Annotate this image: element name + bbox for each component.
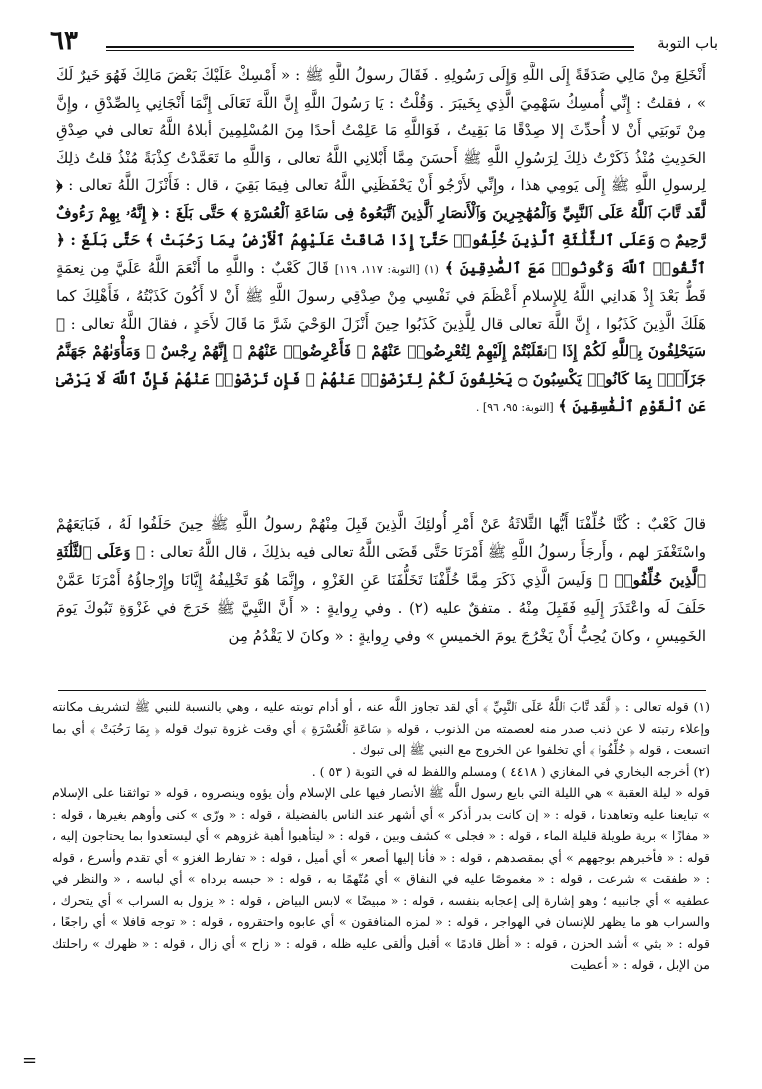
quran-quote-1: ﴿ لَّقَد تَّابَ ٱللَّهُ عَلَى ٱلنَّبِيِّ وَٱلْمُهَٰجِرِينَ وَٱلْأَنصَارِ ٱلَّذِينَ ٱتَّبَعُوهُ فِى سَاعَةِ ٱلْعُسْرَةِ ﴾ حَتَّى بَلَغَ : ﴿ إِنَّهُۥ بِهِمْ رَءُوفٌ رَّحِيمٌ ۝ وَعَلَى ٱلثَّلَٰثَةِ ٱلَّذِينَ خُلِّفُوا۟ حَتَّىٰٓ إِذَا ضَاقَتْ عَلَيْهِمُ ٱلْأَرْضُ بِمَا رَحُبَتْ ﴾ حَتَّى بَلَغَ : ﴿ ٱتَّقُوا۟ ٱللَّهَ وَكُونُوا۟ مَعَ ٱلصَّٰدِقِينَ ﴾	[56, 176, 706, 277]
quran-quote-3: ﴿ وَعَلَى ٱلثَّلَٰثَةِ ٱلَّذِينَ خُلِّفُوا۟ ﴾	[56, 543, 706, 589]
footnotes	[52, 696, 710, 1074]
header-rule	[106, 46, 634, 51]
footnote-1: (١) قوله تعالى : ﴿ لَّقَد تَّابَ ٱللَّهُ عَلَى ٱلنَّبِيِّ ﴾ أي لقد تجاوز اللَّه عنه ، أو أدام توبته عليه ، وهي بالنسبة للنبي ﷺ لتشريف مكانته وإعلاء رتبته لا عن ذنب صدر منه لعصمته من الذنوب ، قوله ﴿ سَاعَةِ ٱلْعُسْرَةِ ﴾ أي وقت غزوة تبوك قوله ﴿ بِمَا رَحُبَتْ ﴾ أي بما اتسعت ، قوله ﴿ خُلِّفُوا۟ ﴾ أي تخلفوا عن الخروج مع النبي ﷺ إلى تبوك .	[52, 699, 710, 757]
glossary-notes: قوله « ليلة العقبة » هي الليلة التي بايع رسول اللَّه ﷺ الأنصار فيها على الإسلام وأن يؤوه وينصروه ، قوله « تواثقنا على الإسلام » تبايعنا عليه وتعاهدنا ، قوله : « إن كانت بدر أذكر » أي أشهر عند الناس بالفضيلة ، قوله : « ورّى » كنى وأوهم بغيرها ، قوله : « مفازًا » برية طويلة قليلة الماء ، قوله : « فجلى » كشف وبين ، قوله : « ليتأهبوا أهبة غزوهم » أي ليستعدوا بما يحتاجون إليه ، قوله : « فأخبرهم بوجههم » أي بمقصدهم ، قوله : « فأنا إليها أصعر » أي أميل ، قوله : « تفارط الغزو » أي تقدم وأسرع ، قوله : « طفقت » شرعت ، قوله : « مغموصًا عليه في النفاق » أي مُتّهمًا به ، قوله : « حبسه برداه » أي لباسه ، « والنظر في عطفيه » أي جانبيه ؛ وهو إشارة إلى إعجابه بنفسه ، قوله : « مبيضًا » لابس البياض ، قوله : « يزول به السراب » أي يتحرك ، والسراب هو ما يظهر للإنسان في الهواجر ، قوله : « لمزه المنافقون » أي عابوه واحتقروه ، قوله : « توجه قافلا » أي راجعًا ، قوله : « بثي » أشد الحزن ، قوله : « أظل قادمًا » أقبل وألقى عليه ظله ، قوله : « زاح » أي زال ، قوله : « ظهرك » راحلتك من الإبل ، قوله : « أعطيت	[52, 785, 710, 972]
chapter-title: باب التوبة	[657, 34, 718, 52]
main-text-block	[56, 62, 706, 502]
second-paragraph-text	[56, 510, 706, 650]
ka-b-statement-continued: وَلَيسَ الَّذِي ذَكَرَ مِمَّا خُلِّفْنَا تَخَلُّفَنَا عَنِ الغَزْوِ ، وإِنَّمَا هُوَ تَخْلِيفُهُ إِيَّانَا وإِرْجاؤُهُ أَمْرَنَا عَمَّنْ حَلَفَ لَه واعْتَذَرَ إِلَيهِ فَقَبِلَ مِنْهُ . متفقٌ عليه (٢) . وفي رِوايةٍ : « أَنَّ النَّبِيَّ ﷺ خَرَجَ في غَزْوَةِ تَبُوكَ يَومَ الخَمِيسِ ، وكانَ يُحِبُّ أَنْ يَخْرُجَ يومَ الخميسِ » وفي رِوايةٍ : « وكانَ لا يَقْدُمُ مِن	[56, 571, 706, 645]
hadith-text: أَنْخَلِعَ مِنْ مَالِي صَدَقَةً إِلَى اللَّهِ وَإِلَى رَسُولِهِ . فَقَالَ رسولُ اللَّهِ ﷺ : « أَمْسِكْ عَلَيْكَ بَعْضَ مَالِكَ فَهُوَ خَيرٌ لَكَ » ، فقلتُ : إِنِّي أُمسِكُ سَهْمِيَ الَّذِي بِخَيبَرَ . وَقُلْتُ : يَا رَسُولَ اللَّهِ إِنَّ اللَّهَ تَعَالَى إِنَّمَا أَنْجَانِي بِالصِّدْقِ ، وإِنَّ مِنْ تَوبَتِي أَنْ لا أُحدِّثَ إلا صِدْقًا مَا بَقِيتُ ، فَوَاللَّهِ مَا عَلِمْتُ أحدًا مِنَ المُسْلِمِينَ أبلاهُ اللَّهُ تعالى في صِدْقِ الحَدِيثِ مُنْذُ ذَكَرْتُ ذلِكَ لِرَسُولِ اللَّهِ ﷺ أَحسَنَ مِمَّا أَبْلانِي اللَّهُ تعالى ، وَاللَّهِ ما تَعَمَّدْتُ كِذْبَةً مُنْذُ قلتُ ذلِكَ لِرسولِ اللَّهِ ﷺ إِلَى يَومِي هذا ، وإِنِّي لأَرْجُو أَنْ يَحْفَظَنِي اللَّهُ تعالى فِيمَا بَقِيَ ، قال : فَأَنْزَلَ اللَّهُ تعالى :	[56, 66, 706, 194]
page-number: ٦٣	[50, 26, 78, 56]
footnote-divider	[58, 690, 706, 691]
continuation-mark: =	[22, 1050, 38, 1071]
hadith-text-2: قَالَ كَعْبٌ : واللَّهِ ما أَنْعَمَ اللَّهُ عَلَيَّ مِن نِعمَةٍ قَطُّ بَعْدَ إِذْ هَدانِي اللَّهُ لِلإِسلامِ أَعْظَمَ في نَفْسِي مِنْ صِدْقِي رسولَ اللَّهِ ﷺ أَنْ لا أَكُونَ كَذَبْتُهُ ، فَأَهْلِكَ كما هَلَكَ الَّذِينَ كَذَبُوا ، إِنَّ اللَّهَ تعالى قال لِلَّذِينَ كَذَبُوا حِينَ أَنْزَلَ الوَحْيَ شَرَّ مَا قَالَ لأَحَدٍ ، فقالَ اللَّهُ تعالى :	[56, 258, 706, 333]
footnote-2: (٢) أخرجه البخاري في المغازي ( ٤٤١٨ ) ومسلم واللفظ له في التوبة ( ٥٣ ) .	[311, 763, 710, 779]
quran-quote-2: ﴿ سَيَحْلِفُونَ بِٱللَّهِ لَكُمْ إِذَا ٱنقَلَبْتُمْ إِلَيْهِمْ لِتُعْرِضُوا۟ عَنْهُمْ ۖ فَأَعْرِضُوا۟ عَنْهُمْ ۖ إِنَّهُمْ رِجْسٌ ۖ وَمَأْوَىٰهُمْ جَهَنَّمُ جَزَآءًۢ بِمَا كَانُوا۟ يَكْسِبُونَ ۝ يَحْلِفُونَ لَكُمْ لِتَرْضَوْا۟ عَنْهُمْ ۖ فَإِن تَرْضَوْا۟ عَنْهُمْ فَإِنَّ ٱللَّهَ لَا يَرْضَىٰ عَنِ ٱلْقَوْمِ ٱلْفَٰسِقِينَ ﴾	[56, 314, 706, 415]
ka-b-statement: قالَ كَعْبٌ : كُنَّا خُلِّفْنَا أَيُّها الثَّلاثَةُ عَنْ أَمْرِ أُولئِكَ الَّذِينَ قَبِلَ مِنْهُمْ رسولُ اللَّهِ ﷺ حِينَ حَلَفُوا لَهُ ، فَبَايَعَهُمْ واسْتَغْفَرَ لهم ، وأَرجَأَ رسولُ اللَّهِ ﷺ أَمْرَنَا حَتَّى قَضَى اللَّهُ تعالى فيه بذلِكَ ، قال اللَّهُ تعالى :	[56, 515, 706, 561]
quran-reference-1: (١) [التوبة: ١١٧، ١١٩]	[334, 262, 439, 276]
page-header	[42, 24, 718, 58]
quran-reference-2: [التوبة: ٩٥، ٩٦] .	[475, 401, 554, 414]
main-paragraph	[56, 62, 706, 422]
second-paragraph	[56, 510, 706, 682]
